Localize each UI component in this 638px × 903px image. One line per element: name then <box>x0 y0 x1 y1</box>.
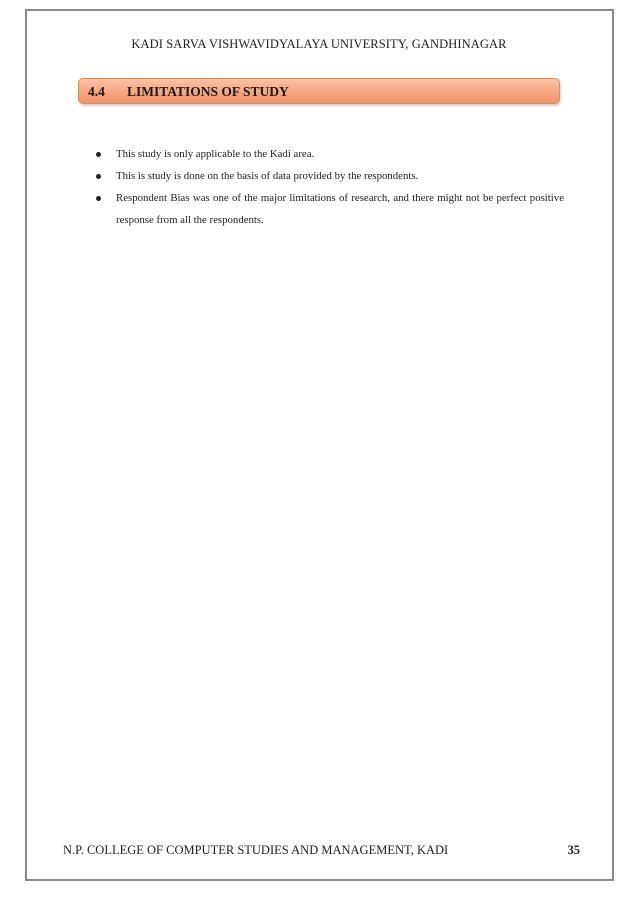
bullet-icon <box>96 196 101 201</box>
page-number: 35 <box>567 843 580 857</box>
list-item-text: Respondent Bias was one of the major limitations of research, and there might not be perfect positive response from all the respondents. <box>116 192 564 226</box>
section-heading-banner <box>78 78 560 104</box>
page-footer-college: N.P. COLLEGE OF COMPUTER STUDIES AND MANAGEMENT, KADI <box>63 843 449 857</box>
list-item <box>94 187 564 231</box>
bullet-icon <box>96 152 101 157</box>
list-item <box>94 143 564 165</box>
list-item <box>94 165 564 187</box>
list-item-text: This study is only applicable to the Kadi area. <box>116 148 315 160</box>
page-header: KADI SARVA VISHWAVIDYALAYA UNIVERSITY, GANDHINAGAR <box>131 37 507 51</box>
section-title: LIMITATIONS OF STUDY <box>127 84 289 99</box>
page-border <box>25 9 614 881</box>
bullet-icon <box>96 174 101 179</box>
section-number: 4.4 <box>88 84 105 99</box>
limitations-list <box>94 143 564 231</box>
list-item-text: This is study is done on the basis of data provided by the respondents. <box>116 170 419 182</box>
